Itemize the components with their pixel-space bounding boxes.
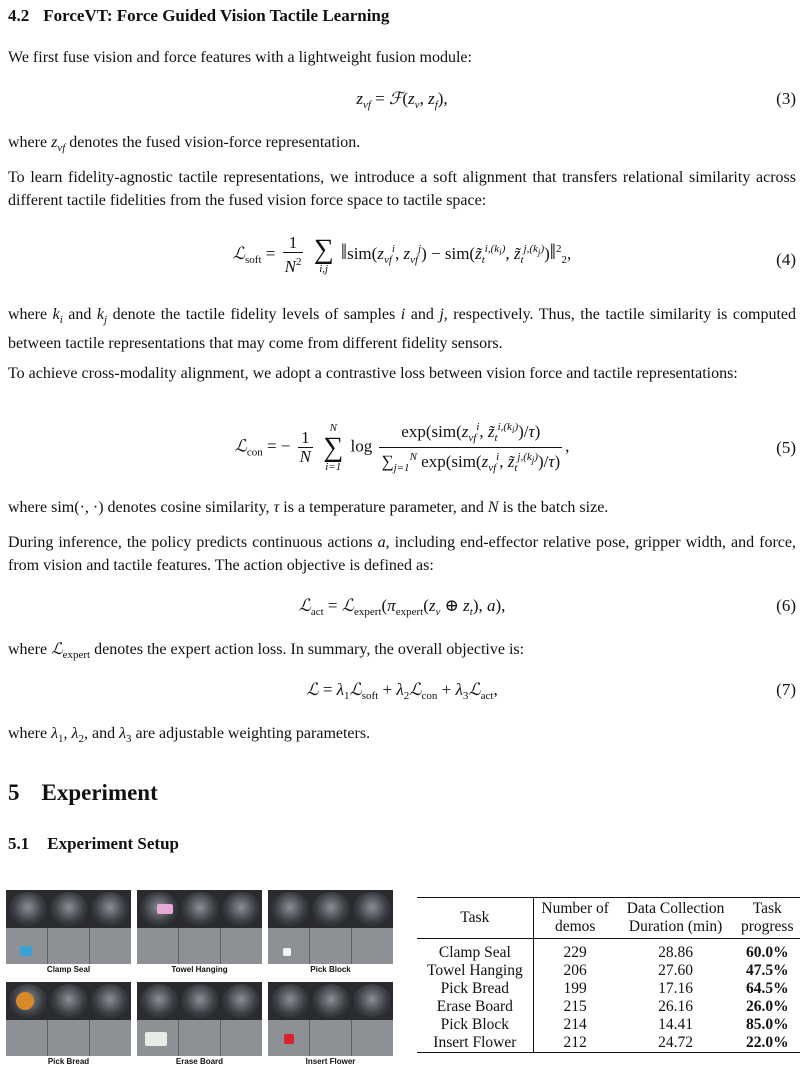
table-cell-task: Clamp Seal [417, 939, 533, 963]
equation-3 [8, 89, 796, 117]
task-table [417, 897, 800, 1053]
equation-number: (4) [776, 250, 796, 269]
paragraph-text: denotes the fused vision-force representation. [69, 134, 361, 151]
equation-number: (3) [776, 89, 796, 108]
equation-number: (5) [776, 438, 796, 457]
paragraph-text: denotes the expert action loss. In summary, the overall objective is: [94, 641, 525, 658]
section-heading-5-1 [8, 834, 179, 854]
section-title: ForceVT: Force Guided Vision Tactile Learning [43, 6, 390, 25]
task-object [283, 948, 291, 956]
paragraph-text: is the batch size. [502, 499, 609, 516]
table-header-task: Task [417, 898, 533, 939]
table-cell-progress: 64.5% [745, 980, 789, 997]
equation-7 [8, 680, 796, 708]
task-image-pick-block [268, 890, 393, 964]
figure-caption: Towel Hanging [171, 965, 228, 974]
task-image-clamp-seal [6, 890, 131, 964]
figure-caption: Insert Flower [305, 1057, 356, 1066]
section-number: 5.1 [8, 834, 30, 853]
table-cell-task: Pick Bread [417, 980, 533, 998]
equation-7-expression: ℒ = $\lambda_1ℒ_{soft}$ + $\lambda_2ℒ_{con}$ + $\lambda_3ℒ_{act}$, [306, 680, 498, 702]
table-cell-demos: 199 [563, 980, 587, 997]
task-object [20, 946, 32, 956]
section-number: 4.2 [8, 6, 30, 25]
paragraph-cosine: where sim(·, ·) denotes cosine similarity, τ is a temperature parameter, and N is the batch size. [8, 499, 609, 516]
table-cell-progress: 47.5% [745, 962, 789, 979]
table-cell-task: Insert Flower [417, 1034, 533, 1053]
paragraph-text: denotes cosine similarity, [107, 499, 270, 516]
table-cell-duration: 17.16 [658, 980, 694, 997]
table-header-duration: Data Collection Duration (min) [626, 900, 725, 935]
figure-caption: Clamp Seal [46, 965, 91, 974]
equation-6 [8, 596, 796, 624]
table-cell-task: Pick Block [417, 1016, 533, 1034]
figure-caption: Pick Block [310, 965, 351, 974]
paragraph-contrastive: To achieve cross-modality alignment, we adopt a contrastive loss between vision force and tactile representations: [8, 365, 738, 382]
equation-3-expression: $z_{vf}$ = $ℱ(z_v$, $z_f$), [356, 89, 448, 111]
table-header-row [417, 898, 800, 939]
table-cell-demos: 206 [563, 962, 587, 979]
paragraph-text: is a temperature parameter, and [283, 499, 484, 516]
equation-6-expression: ℒ$_{act}$ = $ℒ_{expert}(\pi_{expert}(z_v$ ⊕ $z_t$), a), [298, 596, 506, 618]
table-cell-duration: 28.86 [658, 944, 694, 961]
table-row [417, 980, 800, 998]
task-object [145, 1032, 167, 1046]
table-cell-duration: 27.60 [658, 962, 694, 979]
paragraph-text: denote the tactile fidelity levels of samples [112, 306, 396, 323]
section-heading-4-2 [8, 6, 389, 26]
task-object [157, 904, 173, 914]
table-header-progress: Task progress [740, 900, 794, 935]
table-cell-progress: 22.0% [745, 1034, 789, 1051]
paragraph-text: , including end-effector relative pose, gripper width, and force, from vision and tactile features. The action objective is defined as: [8, 534, 797, 574]
task-object [284, 1034, 294, 1044]
task-object [16, 992, 34, 1010]
paragraph-text: During inference, the policy predicts continuous actions [8, 534, 373, 551]
task-image-towel-hanging [137, 890, 262, 964]
task-figure [6, 890, 406, 1072]
table-cell-duration: 24.72 [658, 1034, 694, 1051]
equation-5 [8, 418, 796, 482]
section-title: Experiment [41, 780, 158, 805]
table-cell-demos: 229 [563, 944, 587, 961]
table-row [417, 1016, 800, 1034]
paragraph-fused-def: where $z_{vf}$ denotes the fused vision-force representation. [8, 134, 361, 154]
task-image-insert-flower [268, 982, 393, 1056]
table-cell-duration: 26.16 [658, 998, 694, 1015]
equation-4-expression: ℒ$_{soft}$ = $\frac{1}{N^2}$ ∑ i,j $‖sim(z_{vf}^i$, $z_{vf}^j$) − $sim(z̃_t^{i,(k_i)}$, $z̃_t^{j,(k_j)})‖^2_2$, [232, 233, 572, 276]
paragraph-weights: where $\lambda_1$, $\lambda_2$, and $\lambda_3$ are adjustable weighting parameters. [8, 725, 371, 745]
equation-number: (7) [776, 680, 796, 699]
table-cell-progress: 60.0% [745, 944, 789, 961]
figure-caption: Erase Board [175, 1057, 224, 1066]
paragraph-fusion: We first fuse vision and force features with a lightweight fusion module: [8, 49, 472, 66]
task-image-pick-bread [6, 982, 131, 1056]
table-row [417, 1034, 800, 1053]
task-image-erase-board [137, 982, 262, 1056]
paragraph-text: are adjustable weighting parameters. [135, 725, 371, 742]
table-header-demos: Number of demos [541, 900, 609, 935]
section-title: Experiment Setup [47, 834, 179, 853]
section-number: 5 [8, 780, 20, 805]
table-cell-demos: 212 [563, 1034, 587, 1051]
table-cell-progress: 85.0% [745, 1016, 789, 1033]
table-cell-duration: 14.41 [658, 1016, 694, 1033]
paragraph-inference: During inference, the policy predicts continuous actions a, including end-effector relative pose, gripper width, and force, from vision and tactile features. The action objective is defined as: [8, 534, 797, 574]
table-row [417, 962, 800, 980]
paragraph-soft-alignment: To learn fidelity-agnostic tactile representations, we introduce a soft alignment that transfers relational similarity across different tactile fidelities from the fused vision force space to tactile space: [8, 169, 796, 209]
section-heading-5 [8, 780, 158, 806]
equation-5-expression: ℒ$_{con}$ = − $\frac{1}{N}$ N ∑ i=1 log $\frac{\exp(sim(z_{vf}^i, z̃_t^{i,(k_i)})/\tau)}{\sum_{j=1}^N \exp(sim(z_{vf}^i, z̃_t^{j,(k_j)})/\tau)}$ , [8, 418, 796, 477]
table-cell-progress: 26.0% [745, 998, 789, 1015]
table-cell-task: Towel Hanging [417, 962, 533, 980]
equation-number: (6) [776, 596, 796, 615]
table-cell-demos: 215 [563, 998, 587, 1015]
paragraph-fidelity-levels: where $k_i$ and $k_j$ denote the tactile fidelity levels of samples i and j, respectively. Thus, the tactile similarity is computed between tactile representations that may come from different fidelity sensors. [8, 306, 797, 352]
table-cell-task: Erase Board [417, 998, 533, 1016]
table-row [417, 998, 800, 1016]
table-row [417, 939, 800, 963]
paragraph-text: , respectively. Thus, the tactile similarity is computed between tactile representations that may come from different fidelity sensors. [8, 306, 797, 352]
equation-4 [8, 234, 796, 290]
paragraph-expert-loss: where ℒ$_{expert}$ denotes the expert action loss. In summary, the overall objective is: [8, 641, 525, 661]
figure-caption: Pick Bread [47, 1057, 90, 1066]
table-cell-demos: 214 [563, 1016, 587, 1033]
